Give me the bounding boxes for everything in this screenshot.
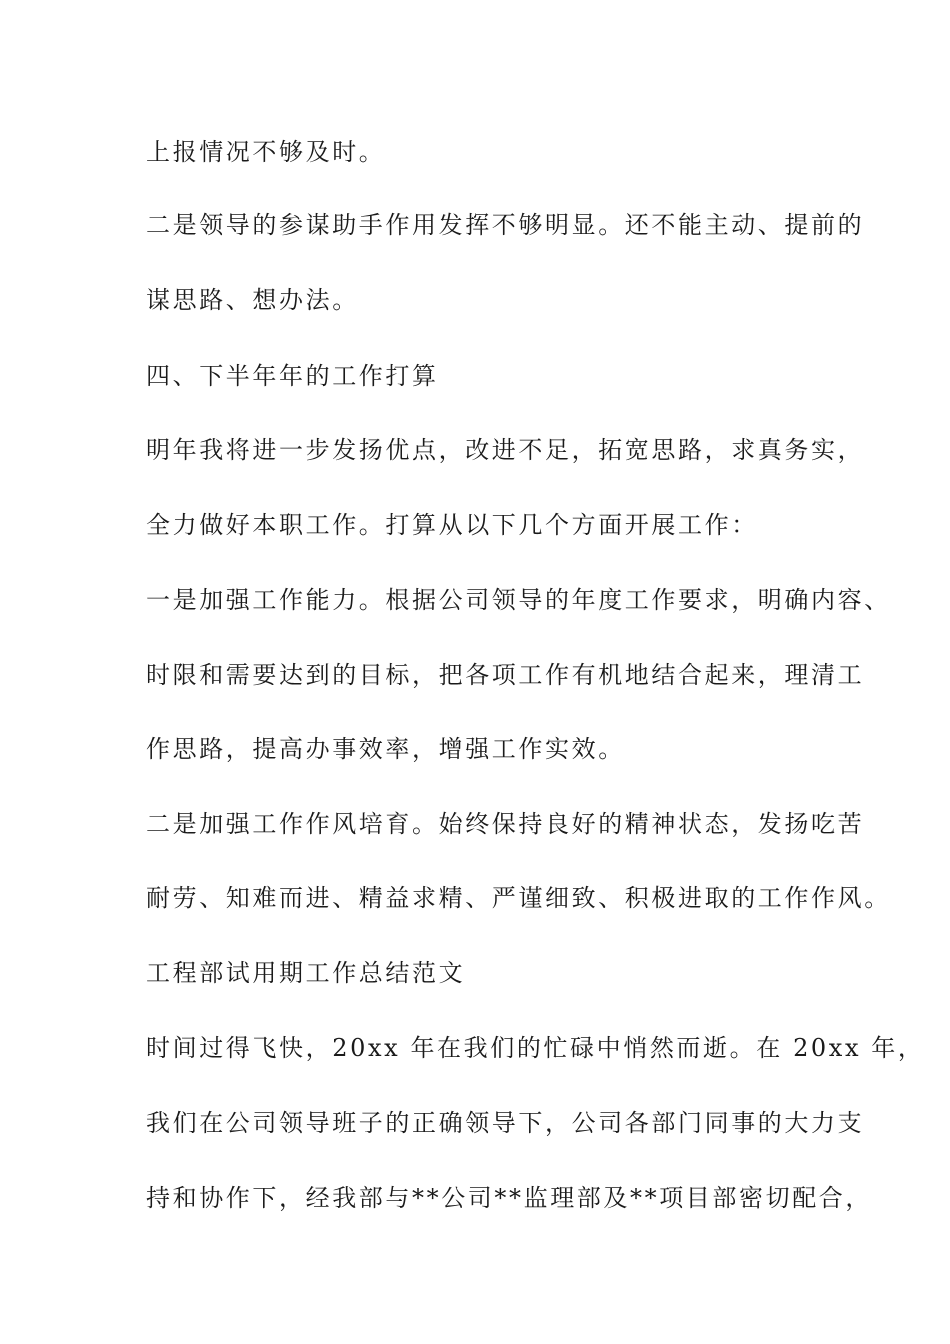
text-line: 时间过得飞快，20xx 年在我们的忙碌中悄然而逝。在 20xx 年， [146, 1034, 925, 1062]
text-line: 时限和需要达到的目标，把各项工作有机地结合起来，理清工 [146, 661, 865, 689]
section-heading: 四、下半年年的工作打算 [146, 362, 439, 390]
text-line: 一是加强工作能力。根据公司领导的年度工作要求，明确内容、 [146, 586, 891, 614]
text-line: 作思路，提高办事效率，增强工作实效。 [146, 735, 625, 763]
text-line: 二是领导的参谋助手作用发挥不够明显。还不能主动、提前的 [146, 211, 865, 239]
text-line: 耐劳、知难而进、精益求精、严谨细致、积极进取的工作作风。 [146, 884, 891, 912]
text-line: 持和协作下，经我部与**公司**监理部及**项目部密切配合， [146, 1184, 872, 1212]
text-line: 二是加强工作作风培育。始终保持良好的精神状态，发扬吃苦 [146, 810, 865, 838]
text-line: 我们在公司领导班子的正确领导下，公司各部门同事的大力支 [146, 1109, 865, 1137]
text-line: 谋思路、想办法。 [146, 286, 359, 314]
document-title: 工程部试用期工作总结范文 [146, 959, 466, 987]
text-line: 上报情况不够及时。 [146, 138, 386, 166]
text-line: 全力做好本职工作。打算从以下几个方面开展工作： [146, 511, 758, 539]
text-line: 明年我将进一步发扬优点，改进不足，拓宽思路，求真务实， [146, 436, 865, 464]
